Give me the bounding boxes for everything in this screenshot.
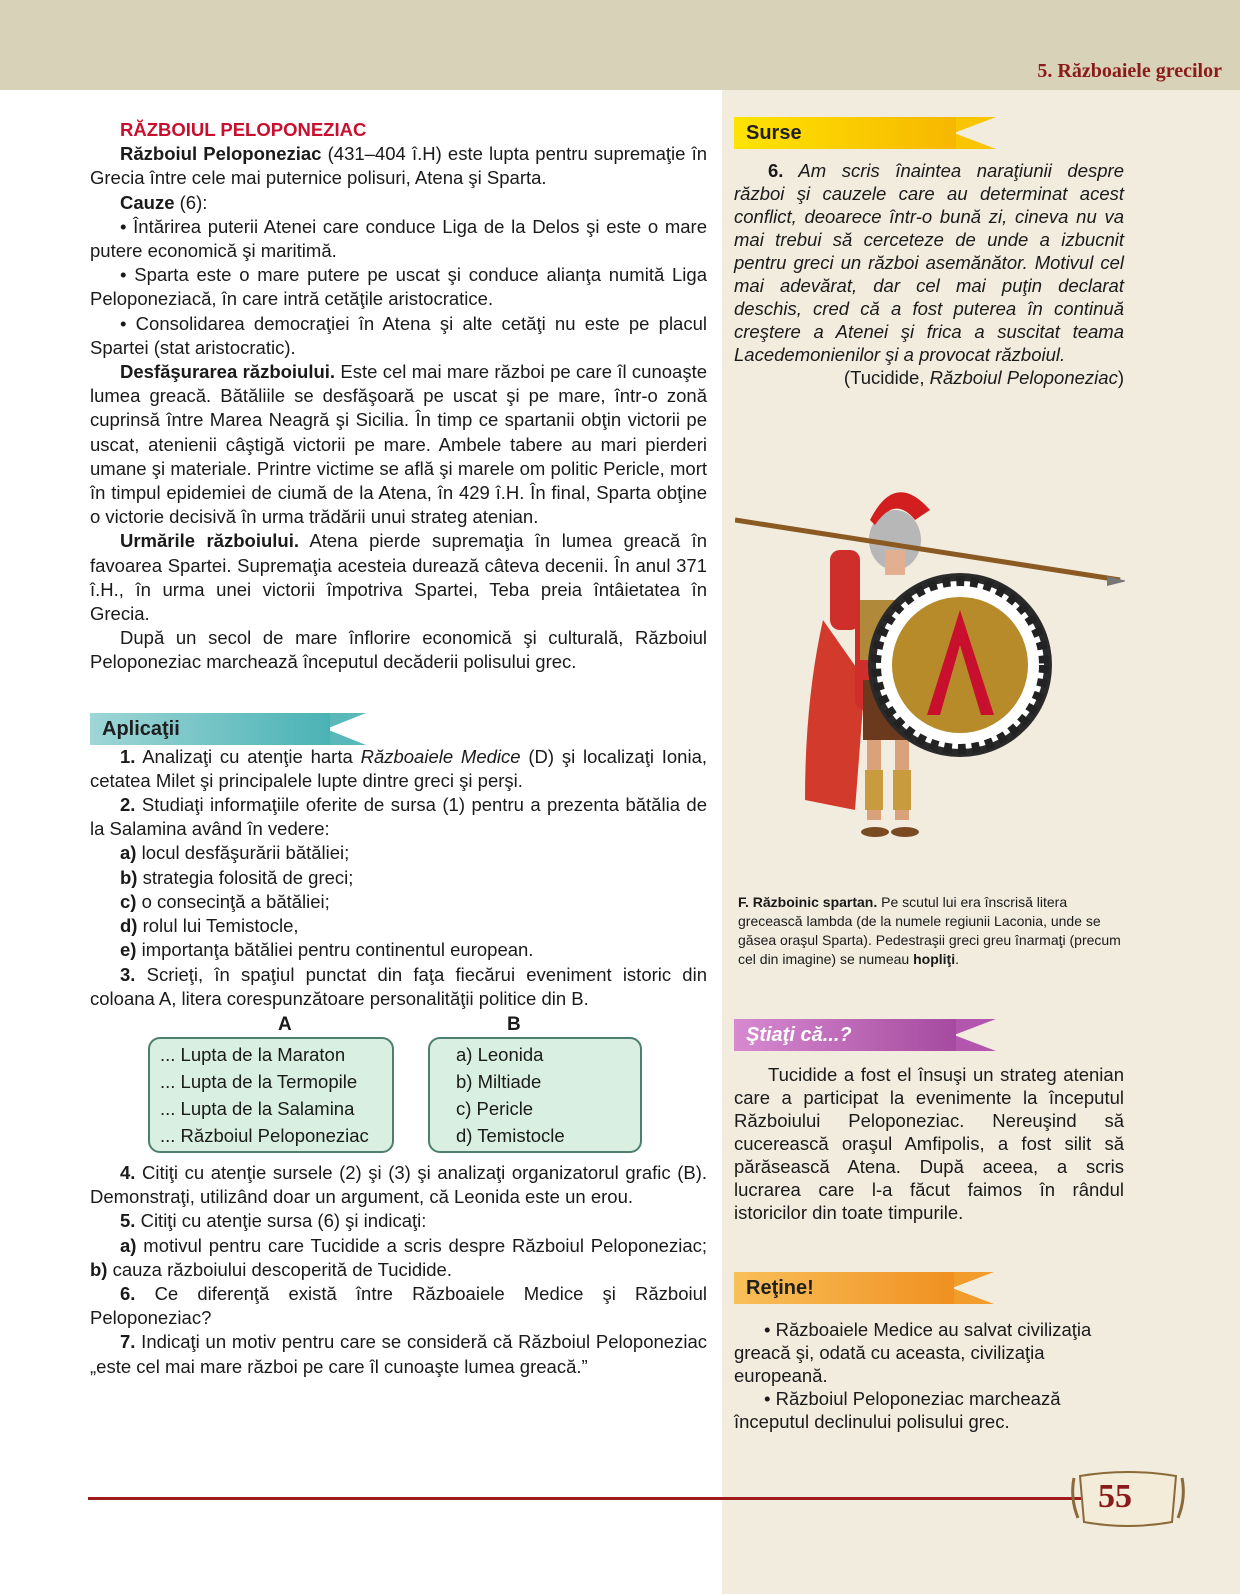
spartan-warrior-illustration	[735, 480, 1125, 860]
attribution-work: Războiul Peloponeziac	[929, 367, 1118, 388]
figure-caption	[738, 893, 1122, 969]
applications-banner	[90, 713, 707, 745]
cause-item: • Sparta este o mare putere pe uscat şi conduce alianţa numită Liga Peloponeziacă, în care intră cetăţile aristocratice.	[90, 264, 707, 310]
item-text: strategia folosită de greci;	[137, 866, 354, 888]
question-7	[90, 1330, 707, 1378]
page-number: 55	[1098, 1478, 1132, 1515]
applications-title: Aplicaţii	[90, 713, 330, 745]
sources-title: Surse	[734, 117, 956, 149]
question-2-item	[90, 866, 707, 890]
question-number: 3.	[120, 963, 136, 985]
item-letter: a)	[120, 842, 137, 864]
column-a-box	[148, 1037, 394, 1153]
person-item: a) Leonida	[456, 1043, 544, 1065]
source-attribution	[734, 366, 1124, 389]
shield	[868, 573, 1052, 757]
item-letter: d)	[120, 915, 138, 937]
item-letter: b)	[120, 866, 138, 888]
question-2	[90, 793, 707, 841]
question-text: Citiţi cu atenţie sursa (6) şi indicaţi:	[135, 1210, 427, 1232]
event-item: ... Lupta de la Maraton	[160, 1043, 346, 1065]
item-text: rolul lui Temistocle,	[137, 915, 299, 937]
remember-title: Reţine!	[734, 1272, 954, 1304]
intro-paragraph	[90, 142, 707, 190]
question-number: 7.	[120, 1331, 136, 1353]
intro-text: (431–404 î.H) este lupta pentru supremaţie în Grecia între cele mai puternice polisuri, Atena şi Sparta.	[90, 143, 707, 189]
sources-section	[734, 117, 1124, 389]
course-label: Desfăşurarea războiului.	[120, 361, 336, 383]
question-2-item	[90, 914, 707, 938]
did-you-know-banner	[734, 1019, 1124, 1051]
item-letter: e)	[120, 939, 137, 961]
question-5-parts	[90, 1234, 707, 1282]
did-you-know-title: Ştiaţi că...?	[734, 1019, 956, 1051]
question-2-item	[90, 890, 707, 914]
attribution-close: )	[1117, 367, 1124, 388]
question-text: Indicaţi un motiv pentru care se consideră că Războiul Peloponeziac „este cel mai mare război pe care îl cunoaşte lumea greacă.”	[90, 1331, 707, 1377]
question-1	[90, 745, 707, 793]
remember-banner	[734, 1272, 1124, 1304]
question-3	[90, 963, 707, 1011]
source-number: 6.	[768, 160, 784, 181]
attribution-author: (Tucidide,	[843, 367, 930, 388]
map-title: Războaiele Medice	[360, 745, 521, 767]
question-2-item	[90, 841, 707, 865]
causes-heading	[90, 191, 707, 215]
caption-end: .	[955, 951, 959, 967]
source-text: Am scris înaintea naraţiunii despre război şi cauzele care au determinat acest conflict, deoarece într-o bună zi, cineva nu va mai trebui să cerceteze de unde a izbucnit pentru greci un război asemănător. Motivul cel mai adevărat, dar cel mai puţin declarat deschis, cred că a fost puterea în continuă creştere a Atenei şi frica a suscitat teama Lacedemonienilor şi a provocat războiul.	[734, 160, 1124, 365]
remember-item: • Războaiele Medice au salvat civilizaţia greacă şi, odată cu aceasta, civilizaţia europeană.	[734, 1319, 1092, 1386]
question-6	[90, 1282, 707, 1330]
item-letter: c)	[120, 890, 137, 912]
chapter-title: 5. Războaiele grecilor	[1037, 60, 1222, 82]
event-item: ... Războiul Peloponeziac	[160, 1124, 369, 1146]
event-item: ... Lupta de la Termopile	[160, 1070, 358, 1092]
cause-item: • Consolidarea democraţiei în Atena şi alte cetăţi nu este pe placul Spartei (stat aristocratic).	[90, 312, 707, 358]
item-text: importanţa bătăliei pentru continentul european.	[136, 939, 534, 961]
cause-item: • Întărirea puterii Atenei care conduce Liga de la Delos şi este o mare putere economică şi maritimă.	[90, 215, 707, 262]
question-number: 4.	[120, 1161, 136, 1183]
course-text: Este cel mai mare război pe care îl cunoaşte lumea greacă. Bătăliile se desfăşoară pe uscat şi pe mare, într-o zonă cuprinsă între Marea Neagră şi Sicilia. În timp ce spartanii obţin victorii pe uscat, atenienii câştigă victorii pe mare. Ambele tabere au mari pierderi umane şi materiale. Printre victime se află şi marele om politic Pericle, mort în timpul epidemiei de ciumă de la Atena, în 429 î.H. În final, Sparta obţine o victorie decisivă în urma trădării unui strateg atenian.	[90, 361, 707, 528]
figure-label: F. Războinic spartan.	[738, 894, 878, 910]
question-text: Ce diferenţă există între Războaiele Medice şi Războiul Peloponeziac?	[90, 1282, 707, 1329]
remember-section	[734, 1272, 1124, 1433]
question-text: (D) şi localizaţi Ionia, cetatea Milet şi principalele lupte dintre greci şi perşi.	[90, 745, 708, 791]
question-text: Citiţi cu atenţie sursele (2) şi (3) şi analizaţi organizatorul grafic (B). Demonstraţi, utilizând doar un argument, că Leonida este un erou.	[90, 1161, 707, 1208]
item-text: locul desfăşurării bătăliei;	[136, 842, 350, 864]
item-letter: b)	[90, 1258, 108, 1280]
intro-term: Războiul Peloponeziac	[120, 143, 322, 165]
person-item: d) Temistocle	[456, 1124, 565, 1146]
person-item: b) Miltiade	[456, 1070, 542, 1092]
column-a-heading: A	[278, 1013, 292, 1035]
conclusion-paragraph: După un secol de mare înflorire economică şi culturală, Războiul Peloponeziac marchează începutul decăderii polisului grec.	[90, 627, 707, 673]
sources-banner	[734, 117, 1124, 149]
source-quote	[734, 159, 1124, 366]
matching-exercise	[90, 1013, 707, 1161]
question-4	[90, 1161, 707, 1209]
question-2-item	[90, 938, 707, 962]
results-paragraph	[90, 529, 707, 626]
question-text: Analizaţi cu atenţie harta	[135, 745, 361, 767]
results-label: Urmările războiului.	[120, 530, 299, 552]
item-text: o consecinţă a bătăliei;	[136, 890, 330, 912]
item-text: motivul pentru care Tucidide a scris despre Războiul Peloponeziac;	[136, 1234, 707, 1256]
item-letter: a)	[120, 1234, 137, 1256]
spear	[735, 520, 1120, 580]
question-number: 6.	[120, 1282, 136, 1304]
did-you-know-text: Tucidide a fost el însuşi un strateg atenian care a participat la evenimente la începutul Războiului Peloponeziac. Nereuşind să cucerească oraşul Amfipolis, a fost silit să părăsească Atena. După aceea, a scris lucrarea care l-a făcut faimos în rândul istoricilor din toate timpurile.	[734, 1064, 1124, 1223]
results-text: Atena pierde supremaţia în lumea greacă în favoarea Spartei. Supremaţia acesteia durează câteva decenii. În anul 371 î.H., în urma unei victorii împotriva Spartei, Teba preia întâietatea în Grecia.	[90, 530, 707, 625]
did-you-know-section	[734, 1019, 1124, 1224]
question-5	[90, 1209, 707, 1233]
column-b-heading: B	[507, 1013, 521, 1035]
question-number: 5.	[120, 1210, 136, 1232]
causes-label: Cauze	[120, 191, 175, 213]
footer-rule	[88, 1497, 1088, 1500]
question-number: 2.	[120, 794, 136, 816]
question-text: Scrieţi, în spaţiul punctat din faţa fiecărui eveniment istoric din coloana A, litera corespunzătoare personalităţii politice din B.	[90, 963, 707, 1009]
course-paragraph	[90, 360, 707, 529]
column-b-box	[428, 1037, 642, 1153]
question-text: Studiaţi informaţiile oferite de sursa (1) pentru a prezenta bătălia de la Salamina având în vedere:	[90, 794, 707, 840]
section-title: RĂZBOIUL PELOPONEZIAC	[120, 119, 367, 140]
event-item: ... Lupta de la Salamina	[160, 1097, 355, 1119]
causes-ref: (6):	[174, 191, 208, 213]
main-column	[90, 118, 707, 1379]
remember-item: • Războiul Peloponeziac marchează începutul declinului polisului grec.	[734, 1388, 1061, 1432]
caption-term: hopliţi	[913, 951, 956, 967]
item-text: cauza războiului descoperită de Tucidide.	[107, 1258, 452, 1280]
caption-text: Pe scutul lui era înscrisă litera grecească lambda (de la numele regiunii Laconia, unde se găsea oraşul Sparta). Pedestraşii greci greu înarmaţi (precum cel din imagine) se numeau	[738, 894, 1121, 967]
person-item: c) Pericle	[456, 1097, 534, 1119]
question-number: 1.	[120, 745, 136, 767]
